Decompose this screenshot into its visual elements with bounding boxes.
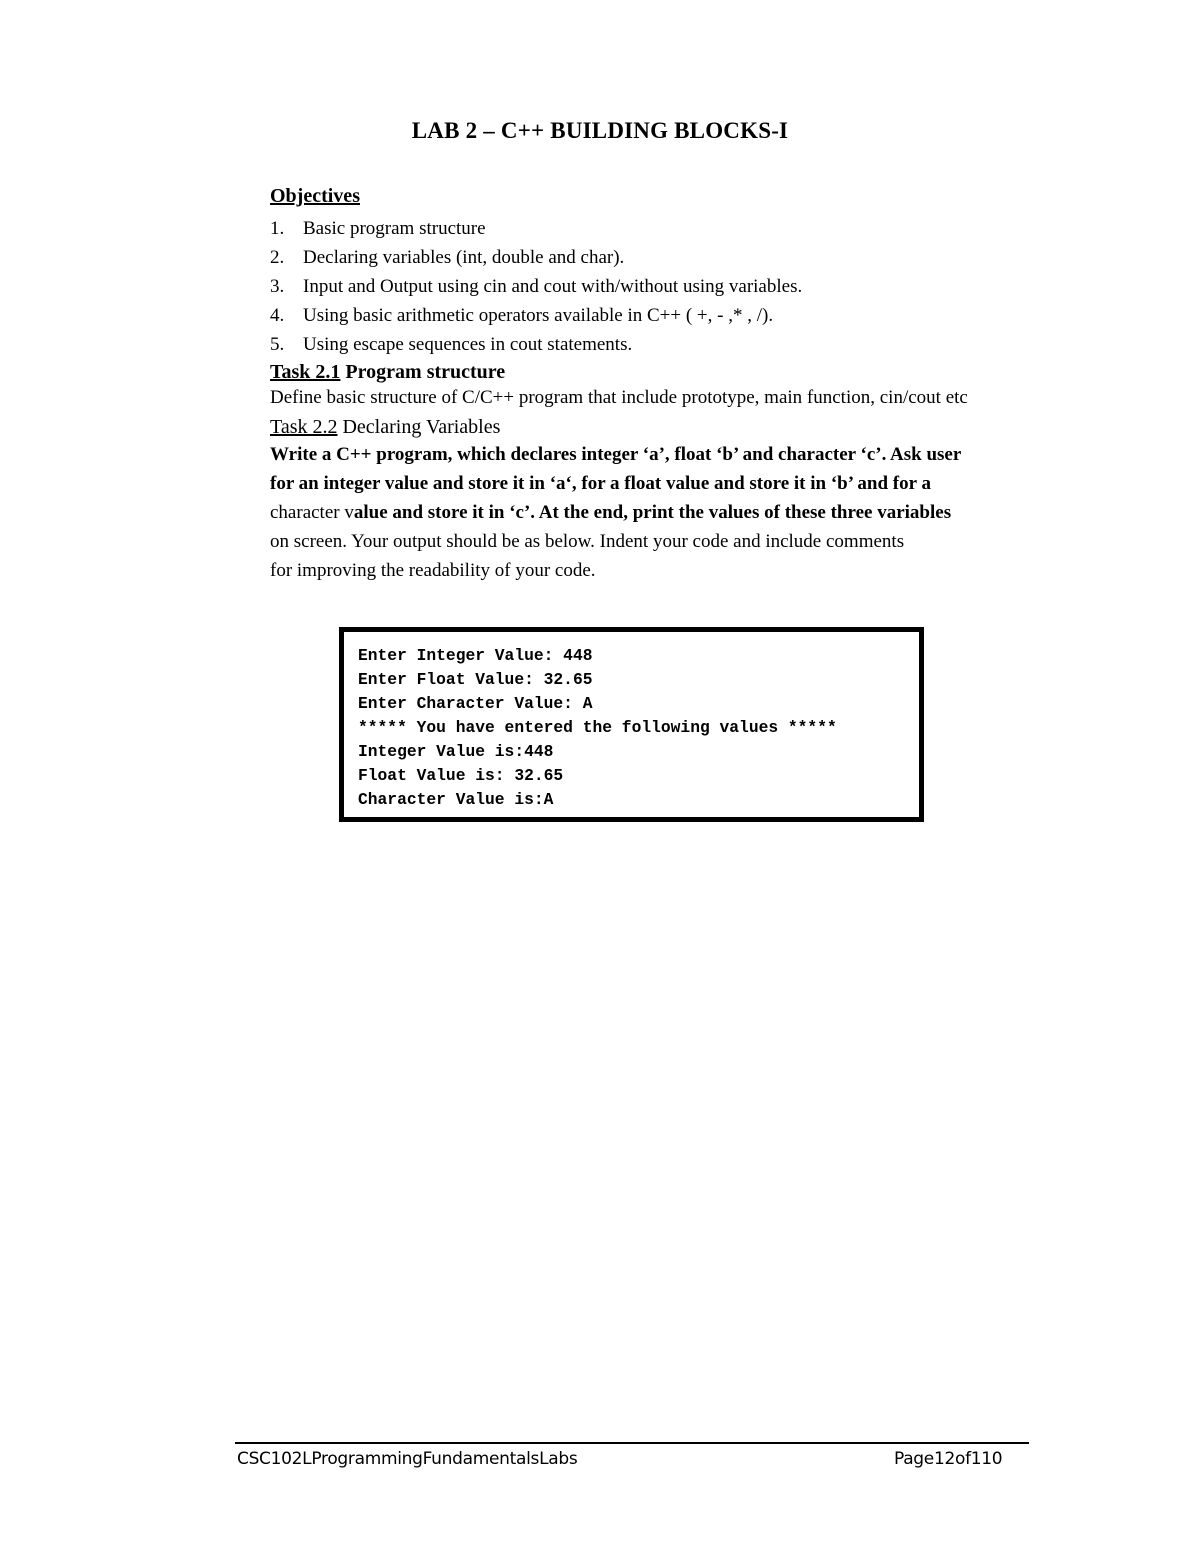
main-content <box>270 182 1070 585</box>
list-item <box>270 214 1070 243</box>
description-line: Write a C++ program, which declares integer ‘a’, float ‘b’ and character ‘c’. Ask user <box>270 444 962 465</box>
objectives-heading: Objectives <box>270 185 360 207</box>
list-item-number: 5. <box>270 334 285 355</box>
task-2-2-description <box>270 440 1070 585</box>
list-item-text: Using basic arithmetic operators available in C++ ( +, - ,* , /). <box>303 305 774 326</box>
list-item-number: 1. <box>270 218 285 239</box>
page-title: LAB 2 – C++ BUILDING BLOCKS-I <box>411 118 789 143</box>
list-item-text: Basic program structure <box>303 218 486 239</box>
list-item <box>270 301 1070 330</box>
footer-page-number: Page12of110 <box>894 1449 1003 1469</box>
task-2-1-heading <box>270 359 1070 385</box>
footer-course: CSC102LProgrammingFundamentalsLabs <box>237 1449 578 1469</box>
list-item-number: 4. <box>270 305 285 326</box>
list-item-number: 2. <box>270 247 285 268</box>
output-line: Enter Character Value: A <box>358 694 593 713</box>
footer-divider <box>235 1442 1029 1444</box>
description-fragment: character v <box>270 502 354 523</box>
list-item-text: Input and Output using cin and cout with/without using variables. <box>303 276 803 297</box>
task-2-1-description: Define basic structure of C/C++ program that include prototype, main function, cin/cout etc <box>270 387 968 408</box>
description-line: for improving the readability of your code. <box>270 560 596 581</box>
description-fragment: alue and store it in ‘c’. At the end, print the values of these three variables <box>353 502 952 523</box>
output-line: Float Value is: 32.65 <box>358 766 564 785</box>
task-label: Task 2.1 <box>270 361 341 383</box>
list-item-number: 3. <box>270 276 285 297</box>
list-item <box>270 330 1070 359</box>
description-line: for an integer value and store it in ‘a‘, for a float value and store it in ‘b’ and for a <box>270 473 931 494</box>
output-line: Enter Integer Value: 448 <box>358 646 593 665</box>
output-line: Enter Float Value: 32.65 <box>358 670 593 689</box>
description-line: on screen. Your output should be as below. Indent your code and include comments <box>270 531 905 552</box>
output-line: ***** You have entered the following values ***** <box>358 718 837 737</box>
description-line <box>270 498 1070 527</box>
task-name: Declaring Variables <box>342 416 501 438</box>
list-item <box>270 272 1070 301</box>
output-line: Integer Value is:448 <box>358 742 554 761</box>
objectives-list <box>270 214 1070 359</box>
list-item-text: Declaring variables (int, double and char). <box>303 247 625 268</box>
output-line: Character Value is:A <box>358 790 554 809</box>
sample-output-lines <box>358 644 837 812</box>
task-2-2-heading <box>270 414 1070 440</box>
list-item-text: Using escape sequences in cout statements. <box>303 334 633 355</box>
task-label: Task 2.2 <box>270 416 338 438</box>
sample-output-box <box>339 627 924 822</box>
list-item <box>270 243 1070 272</box>
task-name: Program structure <box>345 361 506 383</box>
